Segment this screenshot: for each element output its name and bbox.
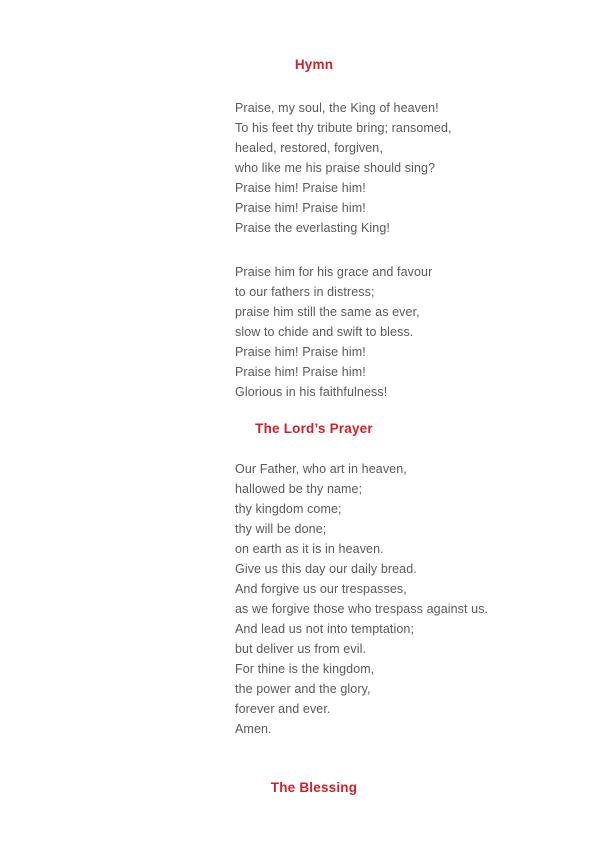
blessing-heading: The Blessing bbox=[270, 780, 358, 795]
text-line: Praise him for his grace and favour bbox=[235, 265, 433, 279]
text-line: Give us this day our daily bread. bbox=[235, 562, 417, 576]
section-blessing bbox=[0, 778, 600, 798]
stanza bbox=[235, 98, 600, 238]
text-line: Praise him! Praise him! bbox=[235, 201, 366, 215]
text-line: who like me his praise should sing? bbox=[235, 161, 436, 175]
lords-prayer-heading: The Lord’s Prayer bbox=[255, 421, 373, 436]
stanza bbox=[235, 459, 600, 739]
text-line: Our Father, who art in heaven, bbox=[235, 462, 407, 476]
text-line: as we forgive those who trespass against us. bbox=[235, 602, 489, 616]
text-line: but deliver us from evil. bbox=[235, 642, 367, 656]
text-line: forever and ever. bbox=[235, 702, 331, 716]
text-line: slow to chide and swift to bless. bbox=[235, 325, 414, 339]
lords-prayer-stanzas bbox=[0, 459, 600, 739]
text-line: to our fathers in distress; bbox=[235, 285, 375, 299]
text-line: To his feet thy tribute bring; ransomed, bbox=[235, 121, 452, 135]
text-line: the power and the glory, bbox=[235, 682, 371, 696]
text-line: thy will be done; bbox=[235, 522, 327, 536]
text-line: on earth as it is in heaven. bbox=[235, 542, 384, 556]
text-line: Amen. bbox=[235, 722, 272, 736]
text-line: hallowed be thy name; bbox=[235, 482, 363, 496]
section-lords-prayer bbox=[0, 419, 600, 739]
section-hymn bbox=[0, 55, 600, 402]
text-line: praise him still the same as ever, bbox=[235, 305, 420, 319]
stanza bbox=[235, 262, 600, 402]
text-line: And forgive us our trespasses, bbox=[235, 582, 407, 596]
text-line: thy kingdom come; bbox=[235, 502, 342, 516]
text-line: Praise him! Praise him! bbox=[235, 365, 366, 379]
text-line: Glorious in his faithfulness! bbox=[235, 385, 388, 399]
hymn-stanzas bbox=[0, 98, 600, 402]
hymn-heading: Hymn bbox=[294, 57, 334, 72]
text-line: Praise, my soul, the King of heaven! bbox=[235, 101, 439, 115]
text-line: For thine is the kingdom, bbox=[235, 662, 375, 676]
text-line: healed, restored, forgiven, bbox=[235, 141, 383, 155]
text-line: Praise him! Praise him! bbox=[235, 181, 366, 195]
text-line: And lead us not into temptation; bbox=[235, 622, 415, 636]
text-line: Praise him! Praise him! bbox=[235, 345, 366, 359]
text-line: Praise the everlasting King! bbox=[235, 221, 390, 235]
